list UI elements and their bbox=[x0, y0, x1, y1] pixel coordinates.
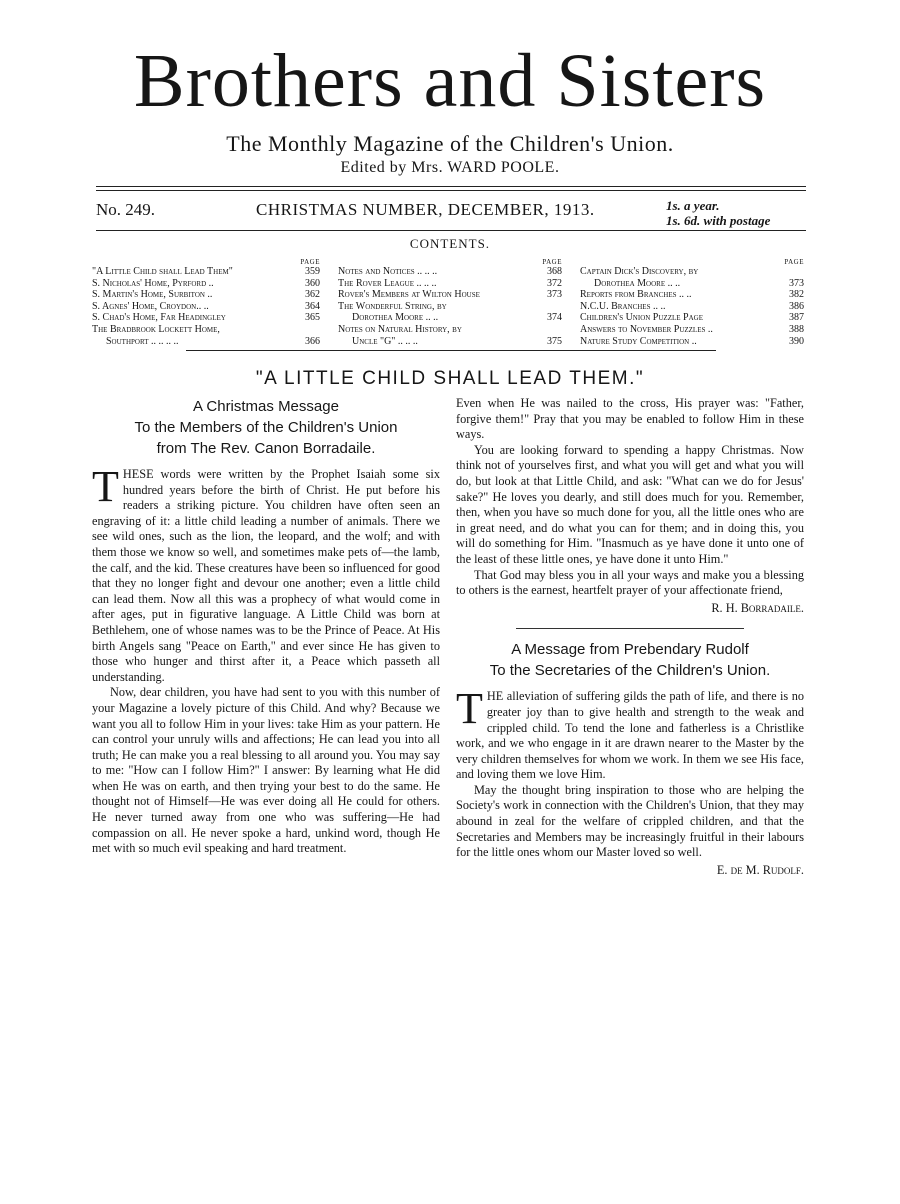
left-column bbox=[92, 396, 440, 857]
top-rule bbox=[96, 186, 806, 187]
message1-paragraph-5: That God may bless you in all your ways and make you a blessing to others is the earnest, heartfelt prayer of your affectionate friend, bbox=[456, 567, 804, 598]
contents-entry: S. Nicholas' Home, Pyrford .. 360 bbox=[92, 277, 320, 289]
issue-line bbox=[96, 198, 806, 228]
message2-paragraph-1: HE alleviation of suffering gilds the path of life, and there is no greater joy than to give health and strength to the weak and crippled child. To tend the lone and fatherless is a Christlike work, and we who engage in it are drawn nearer to the Master by the very children themselves for whom we work. In them we see His face, and loving them we love Him. bbox=[456, 689, 804, 782]
message1-body bbox=[92, 462, 440, 685]
contents-entry: The Wonderful String, by bbox=[338, 300, 447, 312]
editor-line: Edited by Mrs. WARD POOLE. bbox=[340, 159, 560, 176]
contents-entry: Answers to November Puzzles .. 388 bbox=[580, 323, 804, 335]
message1-paragraph-4: You are looking forward to spending a happy Christmas. Now think not of yourselves first, and what you will get and what you will do, but look at that Little Child, and ask: "What can we do for Jesus' sake?" He loves you dearly, and still does much for you. Remember, then, when you have so much done for you, all the little ones who are in great need, and do what you can for them; and in doing this, you will do something for Him. "Inasmuch as ye have done it unto one of the least of these little ones, ye have done it unto Him." bbox=[456, 442, 804, 566]
message2-heading-1: A Message from Prebendary Rudolf bbox=[511, 641, 749, 659]
message1-paragraph-3: Even when He was nailed to the cross, His prayer was: "Father, forgive them!" Pray that you may be enabled to follow Him in these ways. bbox=[456, 396, 804, 442]
page-label: PAGE bbox=[542, 258, 562, 266]
contents-heading: CONTENTS. bbox=[409, 236, 491, 251]
contents-column-3 bbox=[580, 258, 804, 347]
section-divider bbox=[516, 628, 744, 629]
magazine-title: Brothers and Sisters bbox=[133, 39, 767, 123]
contents-entry: Nature Study Competition .. 390 bbox=[580, 335, 804, 347]
contents-entry: The Bradbrook Lockett Home, bbox=[92, 323, 220, 335]
page-label: PAGE bbox=[784, 258, 804, 266]
message2-body bbox=[456, 684, 804, 783]
message1-heading-1: A Christmas Message bbox=[193, 398, 339, 415]
message1-heading-3: from The Rev. Canon Borradaile. bbox=[156, 440, 376, 457]
magazine-subtitle: The Monthly Magazine of the Children's Union. bbox=[226, 131, 674, 156]
contents-entry: Rover's Members at Wilton House 373 bbox=[338, 289, 562, 301]
drop-cap: T bbox=[456, 684, 483, 734]
contents-column-2 bbox=[338, 258, 562, 347]
article-headline: "A LITTLE CHILD SHALL LEAD THEM." bbox=[255, 368, 645, 389]
price-line-2: 1s. 6d. with postage bbox=[666, 213, 771, 228]
issue-rule bbox=[96, 230, 806, 231]
contents-rule bbox=[186, 350, 716, 351]
message2-heading-2: To the Secretaries of the Children's Union. bbox=[489, 662, 771, 680]
right-column bbox=[456, 396, 804, 878]
price-line-1: 1s. a year. bbox=[666, 198, 720, 213]
contents-entry: Southport .. .. .. .. 366 bbox=[106, 335, 320, 347]
contents-entry: Uncle "G" .. .. .. 375 bbox=[352, 335, 562, 347]
top-rule-inner bbox=[96, 190, 806, 191]
message1-paragraph-1: HESE words were written by the Prophet Isaiah some six hundred years before the birth of Christ. He put before his readers a striking picture. You children have often seen an engraving of it: a little child leading a number of animals. There we see wild ones, such as the lion, the leopard, and the wolf; and with them those we know so well, and sometimes make pets of—the lamb, the calf, and the kid. These creatures have been so influenced for good that they no longer fight and devour one another; even a little child can lead them. Now all this was a prophecy of what would come in after ages, put in figurative language. A Little Child was born at Bethlehem, one of whose names was to be the Prince of Peace. At His birth Angels sang "Peace on Earth," and ever since He has given to those who hunger and thirst after it, a Peace which passeth all understanding. bbox=[92, 467, 440, 684]
message2-paragraph-2: May the thought bring inspiration to those who are helping the Society's work in connection with the Children's Union, that they may abound in zeal for the welfare of crippled children, and that the Secretaries and Members may be increasingly fruitful in their labours for the little ones whom our Master loved so well. bbox=[456, 782, 804, 860]
contents-entry: Dorothea Moore .. .. 373 bbox=[594, 277, 804, 289]
contents-entry: Notes on Natural History, by bbox=[338, 323, 462, 335]
contents-entry: The Rover League .. .. .. 372 bbox=[338, 277, 562, 289]
drop-cap: T bbox=[92, 462, 119, 511]
message2-signature: E. de M. Rudolf. bbox=[716, 862, 804, 877]
contents-entry: "A Little Child shall Lead Them" 359 bbox=[92, 266, 320, 277]
contents-entry: Dorothea Moore .. .. 374 bbox=[352, 312, 562, 324]
subscription-price bbox=[666, 198, 806, 228]
contents-entry: Captain Dick's Discovery, by bbox=[580, 266, 699, 277]
contents-entry: S. Chad's Home, Far Headingley 365 bbox=[92, 312, 320, 324]
contents-column-1 bbox=[92, 258, 320, 347]
contents-entry: N.C.U. Branches .. .. 386 bbox=[580, 300, 804, 312]
contents-entry: Children's Union Puzzle Page 387 bbox=[580, 312, 804, 324]
page-label: PAGE bbox=[300, 258, 320, 266]
contents-entry: Notes and Notices .. .. .. 368 bbox=[338, 266, 562, 277]
contents-entry: S. Agnes' Home, Croydon.. .. 364 bbox=[92, 300, 320, 312]
contents-entry: S. Martin's Home, Surbiton .. 362 bbox=[92, 289, 320, 301]
message1-signature: R. H. Borradaile. bbox=[711, 600, 804, 615]
issue-name: CHRISTMAS NUMBER, DECEMBER, 1913. bbox=[256, 200, 595, 219]
contents-entry: Reports from Branches .. .. 382 bbox=[580, 289, 804, 301]
message1-paragraph-2: Now, dear children, you have had sent to you with this number of your Magazine a lovely picture of this Child. And why? Because we want you all to follow Him in your lives: take Him as your pattern. He can control your unruly wills and affections; He can lead you into all truth; He can make you a real blessing to all around you. You may say to me: "How can I follow Him?" I answer: By learning what He did when He was on earth, and then trying your best to do the same. He thought not of Himself—He was ever doing all He could for others. He never turned away from one who was suffering—He had compassion on all. He never spoke a hard, unkind word, though He met with so much evil speaking and hard treatment. bbox=[92, 685, 440, 856]
message1-heading-2: To the Members of the Children's Union bbox=[134, 419, 398, 436]
issue-number: No. 249. bbox=[96, 200, 156, 219]
